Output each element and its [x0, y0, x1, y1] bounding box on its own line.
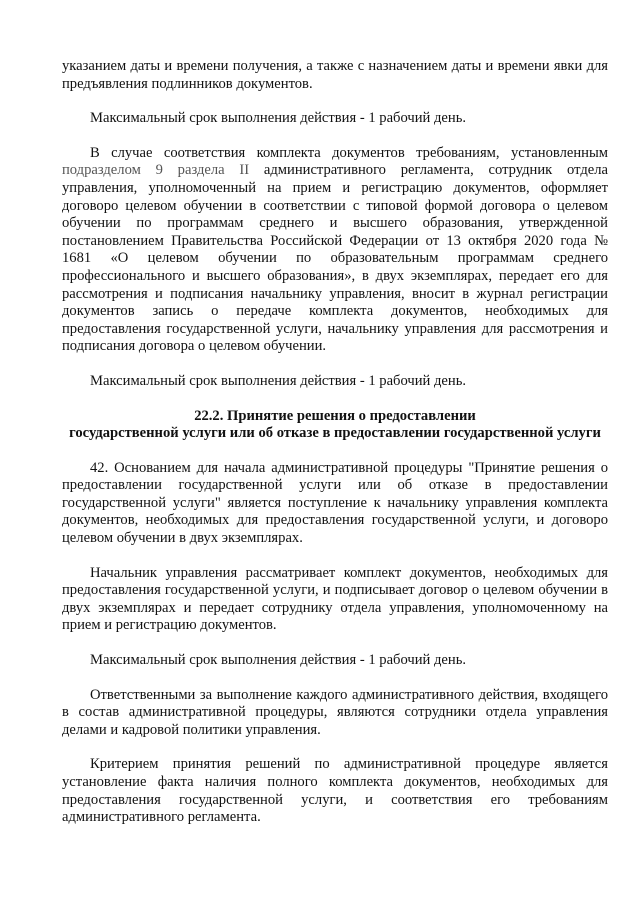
regulation-link[interactable]: подразделом 9 раздела II: [62, 162, 250, 179]
section-heading-line-2: государственной услуги или об отказе в предоставлении государственной услуги: [69, 425, 601, 442]
section-heading: [62, 408, 608, 443]
paragraph-responsible: Ответственными за выполнение каждого административного действия, входящего в состав административной процедуры, являются сотрудники отдела управления делами и кадровой политики управления.: [62, 686, 608, 738]
spacer: [62, 93, 608, 110]
spacer: [62, 128, 608, 145]
spacer: [62, 391, 608, 408]
paragraph-42-basis: 42. Основанием для начала административной процедуры "Принятие решения о предоставлении государственной услуги или об отказе в предоставлении государственной услуги" является поступление к начальнику управления комплекта документов, необходимых для предоставления государственной услуги, и договоро целевом обучении в двух экземплярах.: [62, 459, 608, 547]
spacer: [62, 739, 608, 756]
paragraph-continuation: указанием даты и времени получения, а также с назначением даты и времени явки для предъявления подлинников документов.: [62, 58, 608, 92]
spacer: [62, 635, 608, 652]
paragraph-text-start: В случае соответствия комплекта документов требованиям, установленным: [90, 144, 608, 161]
spacer: [62, 670, 608, 687]
spacer: [62, 548, 608, 565]
spacer: [62, 356, 608, 373]
paragraph-criteria: Критерием принятия решений по административной процедуре является установление факта наличия полного комплекта документов, необходимых для предоставления государственной услуги, и соответствия его требованиям административного регламента.: [62, 756, 608, 826]
paragraph-text-rest: административного регламента, сотрудник отдела управления, уполномоченный на прием и регистрацию документов, оформляет договоро целевом обучении в соответствии с типовой формой договора о целевом обучении по программам среднего и высшего образования, утвержденной постановлением Правительства Российской Федерации от 13 октября 2020 года № 1681 «О целевом обучении по образовательным программам среднего профессионального и высшего образования», в двух экземплярах, передает его для рассмотрения и подписания начальнику управления, вносит в журнал регистрации документов запись о передаче комплекта документов, необходимых для предоставления государственной услуги, начальнику управления для рассмотрения и подписания договора о целевом обучении.: [62, 162, 608, 355]
paragraph-head-review: Начальник управления рассматривает комплект документов, необходимых для предоставления государственной услуги, и подписывает договор о целевом обучении в двух экземплярах и передает сотруднику отдела управления, уполномоченному на прием и регистрацию документов.: [62, 564, 608, 634]
spacer: [62, 443, 608, 460]
paragraph-deadline-1: Максимальный срок выполнения действия - 1 рабочий день.: [90, 110, 467, 127]
section-heading-line-1: 22.2. Принятие решения о предоставлении: [194, 407, 476, 424]
paragraph-deadline-3: Максимальный срок выполнения действия - 1 рабочий день.: [90, 652, 467, 669]
paragraph-deadline-2: Максимальный срок выполнения действия - 1 рабочий день.: [90, 372, 467, 389]
paragraph-document-check: [62, 145, 608, 356]
